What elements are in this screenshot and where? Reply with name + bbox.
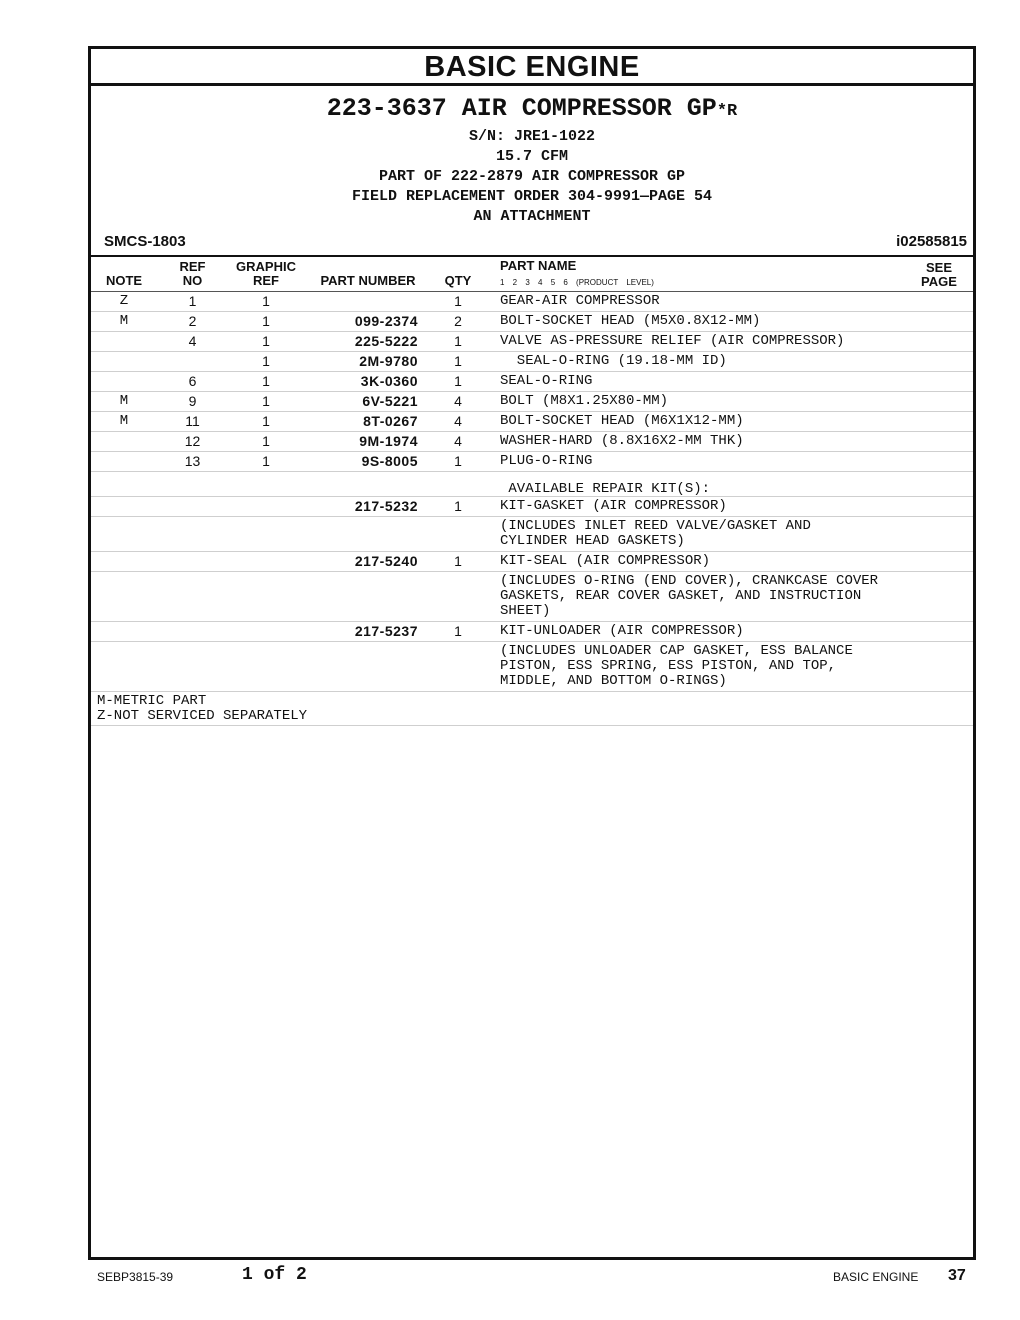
smcs-code: SMCS-1803 xyxy=(104,233,186,250)
row-ref-no: 2 xyxy=(188,313,197,329)
row-part-number: 217-5240 xyxy=(354,553,418,569)
row-ref-no: 13 xyxy=(184,453,201,469)
table-row xyxy=(91,372,973,392)
row-note: M xyxy=(119,393,129,409)
section-title: BASIC ENGINE xyxy=(91,49,973,86)
row-qty: 1 xyxy=(454,293,462,309)
table-row xyxy=(91,292,973,312)
col-see-page: SEE PAGE xyxy=(921,260,957,289)
row-graphic-ref: 1 xyxy=(262,373,270,389)
field-replacement-line: FIELD REPLACEMENT ORDER 304-9991—PAGE 54 xyxy=(351,188,713,205)
col-part-name: PART NAME xyxy=(500,258,577,273)
page-footer xyxy=(0,1265,1020,1291)
notes-legend xyxy=(91,692,973,726)
group-title xyxy=(91,94,973,127)
row-part-number: 9M-1974 xyxy=(359,433,418,449)
row-part-name: BOLT-SOCKET HEAD (M5X0.8X12-MM) xyxy=(500,313,761,329)
identifier-row xyxy=(91,231,973,257)
part-of-line: PART OF 222-2879 AIR COMPRESSOR GP xyxy=(378,168,686,185)
table-row xyxy=(91,332,973,352)
group-title-main: 223-3637 AIR COMPRESSOR GP xyxy=(326,94,717,123)
row-qty: 1 xyxy=(454,353,462,369)
row-qty: 1 xyxy=(454,333,462,349)
col-note: NOTE xyxy=(105,273,143,288)
row-qty: 4 xyxy=(454,413,462,429)
row-ref-no: 4 xyxy=(188,333,197,349)
row-ref-no: 11 xyxy=(185,413,200,429)
row-note: Z xyxy=(119,293,129,309)
row-qty: 1 xyxy=(454,453,462,469)
row-qty: 1 xyxy=(454,498,462,514)
table-row xyxy=(91,432,973,452)
table-row xyxy=(91,312,973,332)
table-row xyxy=(91,552,973,572)
page-frame xyxy=(88,46,976,1260)
note-metric: M-METRIC PART xyxy=(97,693,207,709)
row-graphic-ref: 1 xyxy=(262,453,270,469)
note-not-serviced: Z-NOT SERVICED SEPARATELY xyxy=(97,708,308,724)
footer-section: BASIC ENGINE xyxy=(833,1270,919,1284)
attachment-line: AN ATTACHMENT xyxy=(473,208,591,225)
footer-page-of: 1 of 2 xyxy=(242,1265,307,1285)
column-headers xyxy=(91,257,973,292)
row-part-name: BOLT (M8X1.25X80-MM) xyxy=(500,393,669,409)
row-qty: 1 xyxy=(454,623,462,639)
table-row xyxy=(91,452,973,472)
table-row xyxy=(91,472,973,497)
row-part-name: KIT-SEAL (AIR COMPRESSOR) xyxy=(500,553,711,569)
row-part-name: KIT-GASKET (AIR COMPRESSOR) xyxy=(500,498,727,514)
row-note: M xyxy=(119,413,129,429)
row-part-number: 8T-0267 xyxy=(363,413,418,429)
row-graphic-ref: 1 xyxy=(262,293,270,309)
row-part-name: (INCLUDES INLET REED VALVE/GASKET AND CYLINDER HEAD GASKETS) xyxy=(500,518,811,549)
row-graphic-ref: 1 xyxy=(262,433,270,449)
footer-page-number: 37 xyxy=(948,1267,966,1284)
row-graphic-ref: 1 xyxy=(262,413,270,429)
table-row xyxy=(91,392,973,412)
row-graphic-ref: 1 xyxy=(262,313,270,329)
row-qty: 4 xyxy=(454,433,462,449)
row-part-number: 3K-0360 xyxy=(360,373,418,389)
row-part-name: (INCLUDES UNLOADER CAP GASKET, ESS BALANCE PISTON, ESS SPRING, ESS PISTON, AND TOP, MIDDLE, AND BOTTOM O-RINGS) xyxy=(500,643,853,689)
row-graphic-ref: 1 xyxy=(262,333,270,349)
row-part-name: GEAR-AIR COMPRESSOR xyxy=(500,293,660,309)
serial-number-line: S/N: JRE1-1022 xyxy=(468,128,596,145)
row-note: M xyxy=(119,313,129,329)
col-ref-no: REF NO xyxy=(179,259,206,288)
row-part-name: KIT-UNLOADER (AIR COMPRESSOR) xyxy=(500,623,744,639)
table-row xyxy=(91,497,973,517)
row-ref-no: 6 xyxy=(188,373,197,389)
row-part-name: AVAILABLE REPAIR KIT(S): xyxy=(500,481,711,497)
group-title-suffix: *R xyxy=(716,102,738,121)
row-part-name: BOLT-SOCKET HEAD (M6X1X12-MM) xyxy=(500,413,744,429)
row-ref-no: 1 xyxy=(188,293,197,309)
row-part-name: (INCLUDES O-RING (END COVER), CRANKCASE COVER GASKETS, REAR COVER GASKET, AND INSTRUCTION SHEET) xyxy=(500,573,879,619)
row-ref-no: 9 xyxy=(188,393,197,409)
row-part-number: 6V-5221 xyxy=(362,393,418,409)
row-part-name: PLUG-O-RING xyxy=(500,453,593,469)
row-qty: 2 xyxy=(454,313,462,329)
table-row xyxy=(91,517,973,552)
row-qty: 1 xyxy=(454,373,462,389)
row-part-name: SEAL-O-RING xyxy=(500,373,593,389)
illustration-id: i02585815 xyxy=(896,233,967,250)
row-graphic-ref: 1 xyxy=(262,353,270,369)
row-qty: 1 xyxy=(454,553,462,569)
col-qty: QTY xyxy=(444,273,472,288)
row-graphic-ref: 1 xyxy=(262,393,270,409)
table-row xyxy=(91,572,973,622)
row-part-name: SEAL-O-RING (19.18-MM ID) xyxy=(500,353,727,369)
col-product-level: 1 2 3 4 5 6 (PRODUCT LEVEL) xyxy=(500,278,654,287)
row-part-number: 217-5232 xyxy=(354,498,418,514)
row-part-number: 9S-8005 xyxy=(361,453,418,469)
parts-table xyxy=(91,292,973,692)
capacity-line: 15.7 CFM xyxy=(495,148,568,165)
row-part-name: VALVE AS-PRESSURE RELIEF (AIR COMPRESSOR) xyxy=(500,333,845,349)
row-part-number: 099-2374 xyxy=(354,313,418,329)
table-row xyxy=(91,642,973,692)
row-ref-no: 12 xyxy=(184,433,201,449)
col-part-number: PART NUMBER xyxy=(320,273,416,288)
row-qty: 4 xyxy=(454,393,462,409)
table-row xyxy=(91,622,973,642)
group-header xyxy=(91,86,973,227)
col-graphic-ref: GRAPHIC REF xyxy=(236,259,296,288)
footer-doc-id: SEBP3815-39 xyxy=(97,1270,174,1284)
table-row xyxy=(91,352,973,372)
row-part-number: 225-5222 xyxy=(354,333,418,349)
row-part-name: WASHER-HARD (8.8X16X2-MM THK) xyxy=(500,433,744,449)
row-part-number: 2M-9780 xyxy=(359,353,418,369)
table-row xyxy=(91,412,973,432)
row-part-number: 217-5237 xyxy=(354,623,418,639)
